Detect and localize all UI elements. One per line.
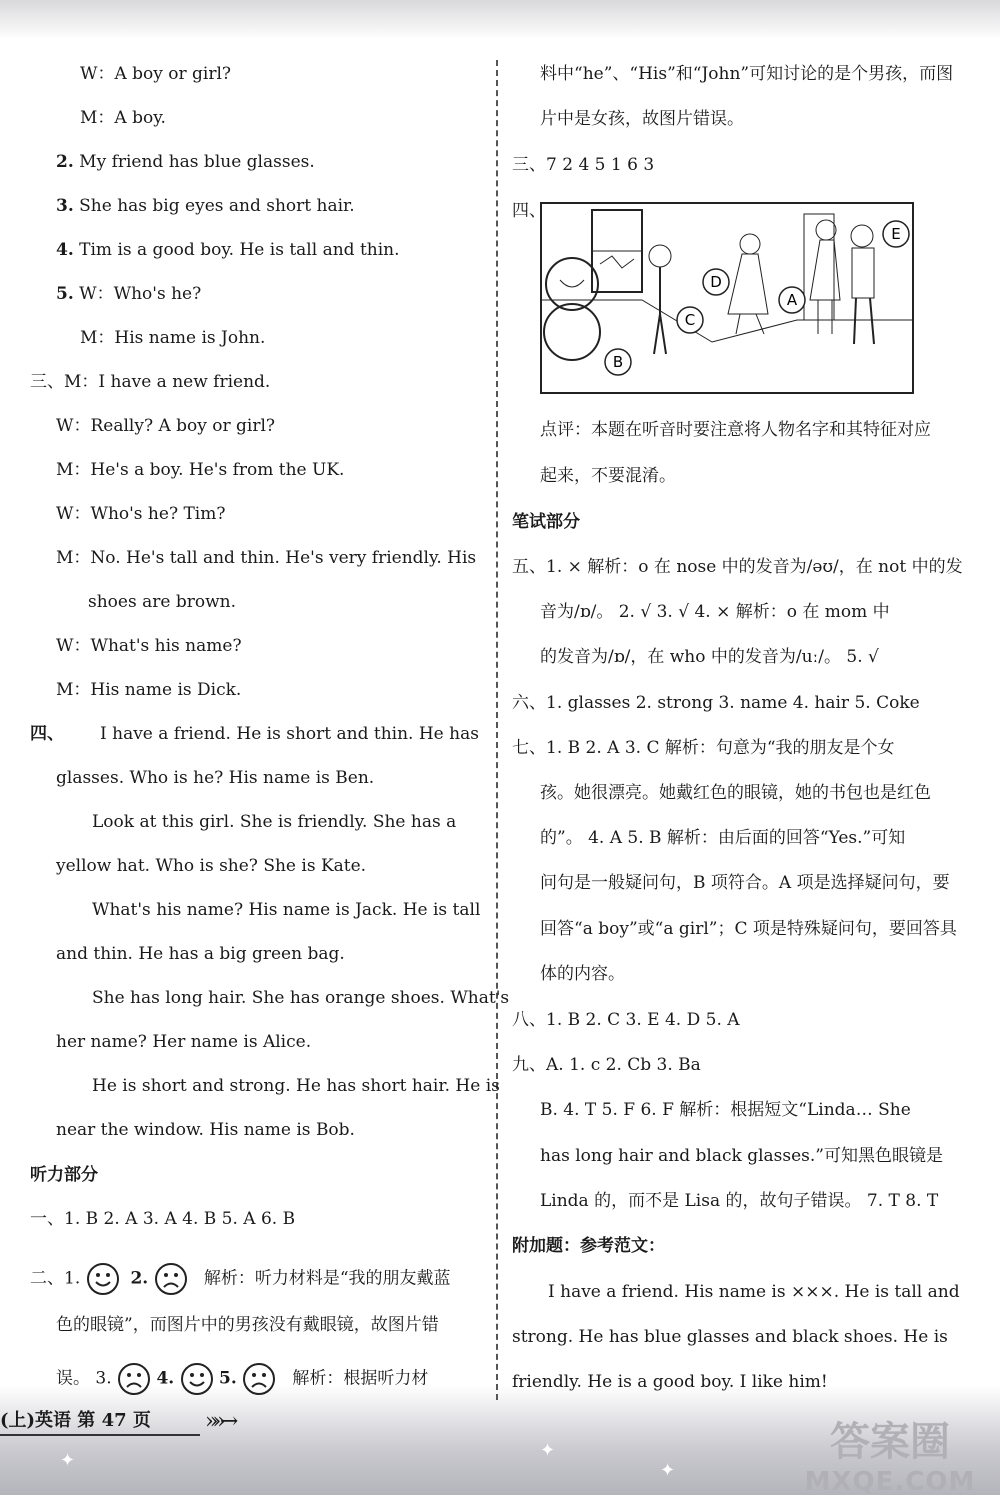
text-line: W：Really? A boy or girl? (56, 416, 276, 436)
item-number: 2. (56, 152, 74, 172)
column-divider (496, 60, 498, 1400)
comment-line: 点评：本题在听音时要注意将人物名字和其特征对应 (540, 420, 931, 440)
text-line: M：A boy. (80, 108, 166, 128)
text-line (56, 283, 201, 305)
text-line (56, 151, 315, 173)
sad-face-icon (117, 1362, 151, 1396)
sparkle-icon: ✦ (660, 1460, 676, 1481)
text-line: B. 4. T 5. F 6. F 解析：根据短文“Linda… She (540, 1100, 911, 1120)
text-line (56, 195, 355, 217)
text-line: 九、A. 1. c 2. Cb 3. Ba (512, 1055, 701, 1075)
text-line: 片中是女孩，故图片错误。 (540, 109, 744, 129)
text-line (56, 1362, 428, 1396)
item-text: My friend has blue glasses. (79, 152, 315, 172)
label-e-text: E (891, 225, 901, 243)
section-heading: 附加题：参考范文： (512, 1236, 665, 1256)
text-line: strong. He has blue glasses and black shoes. He is (512, 1327, 948, 1347)
page-footer: (上)英语 第 47 页 (0, 1410, 151, 1431)
label-a-text: A (786, 291, 798, 309)
text-line: 起来，不要混淆。 (540, 466, 676, 486)
text-line: 音为/ɒ/。 2. √ 3. √ 4. × 解析：o 在 mom 中 (540, 602, 890, 622)
section-label: 二、1. (30, 1268, 81, 1289)
text-line: W：A boy or girl? (80, 64, 232, 84)
smiley-face-icon (180, 1362, 214, 1396)
explanation: 解析：听力材料是“我的朋友戴蓝 (203, 1268, 451, 1289)
text-line: What's his name? His name is Jack. He is tall (92, 900, 481, 920)
label-b (605, 349, 631, 375)
text-line: 三、7 2 4 5 1 6 3 (512, 155, 655, 175)
item-number: 3. (56, 196, 74, 216)
smiley-face-icon (86, 1262, 120, 1296)
section-heading: 听力部分 (30, 1165, 98, 1185)
text-line: and thin. He has a big green bag. (56, 944, 345, 964)
text-line: 的发音为/ɒ/，在 who 中的发音为/uː/。 5. √ (540, 647, 879, 667)
text-line: Linda 的，而不是 Lisa 的，故句子错误。 7. T 8. T (540, 1191, 939, 1211)
text-line: M：No. He's tall and thin. He's very friendly. His (56, 548, 477, 568)
text-line: 七、1. B 2. A 3. C 解析：句意为“我的朋友是个女 (512, 738, 895, 758)
label-a (779, 287, 805, 313)
text-line: 五、1. × 解析：o 在 nose 中的发音为/əʊ/，在 not 中的发 (512, 557, 963, 577)
sad-face-icon (154, 1262, 188, 1296)
explanation: 解析：根据听力材 (292, 1368, 429, 1389)
text-line: W：Who's he? Tim? (56, 504, 226, 524)
label-b-text: B (612, 353, 624, 371)
item-number: 4. (56, 240, 74, 260)
text-line: He is short and strong. He has short hair. He is (92, 1076, 500, 1096)
item-text: I have a friend. He is short and thin. He has (100, 724, 479, 744)
text-line: friendly. He is a good boy. I like him! (512, 1372, 828, 1392)
text-line: 色的眼镜”，而图片中的男孩没有戴眼镜，故图片错 (56, 1315, 439, 1335)
text-line: 回答“a boy”或“a girl”；C 项是特殊疑问句，要回答具 (540, 919, 957, 939)
item-text: W：Who's he? (79, 284, 202, 304)
item-number: 5. (219, 1368, 237, 1389)
text-line: 一、1. B 2. A 3. A 4. B 5. A 6. B (30, 1209, 296, 1229)
text-line: M：His name is John. (80, 328, 266, 348)
text-line (30, 1262, 451, 1296)
label-d-text: D (710, 273, 722, 291)
text-line: M：He's a boy. He's from the UK. (56, 460, 345, 480)
text-line: 八、1. B 2. C 3. E 4. D 5. A (512, 1010, 740, 1030)
sparkle-icon: ✦ (60, 1450, 76, 1471)
text-line: 六、1. glasses 2. strong 3. name 4. hair 5. Coke (512, 693, 920, 713)
text-line: near the window. His name is Bob. (56, 1120, 355, 1140)
top-shade (0, 0, 1000, 40)
text-line: Look at this girl. She is friendly. She has a (92, 812, 457, 832)
sparkle-icon: ✦ (540, 1440, 556, 1461)
text-line: She has long hair. She has orange shoes. What's (92, 988, 510, 1008)
section-heading: 笔试部分 (512, 512, 580, 532)
text-line (56, 239, 400, 261)
text-line: has long hair and black glasses.”可知黑色眼镜是 (540, 1146, 944, 1166)
item-text: 误。 3. (56, 1368, 112, 1389)
label-c-text: C (684, 311, 696, 329)
watermark-line1: 答案圈 (830, 1419, 950, 1465)
text-line: 问句是一般疑问句，B 项符合。A 项是选择疑问句，要 (540, 873, 950, 893)
text-line: yellow hat. Who is she? She is Kate. (56, 856, 367, 876)
footer-rule (0, 1434, 200, 1436)
label-d (703, 269, 729, 295)
item-text: Tim is a good boy. He is tall and thin. (79, 240, 400, 260)
text-line: glasses. Who is he? His name is Ben. (56, 768, 375, 788)
label-e (883, 221, 909, 247)
text-line: 的”。 4. A 5. B 解析：由后面的回答“Yes.”可知 (540, 828, 906, 848)
item-number: 4. (156, 1368, 175, 1389)
sad-face-icon (242, 1362, 276, 1396)
text-line: 料中“he”、“His”和“John”可知讨论的是个男孩，而图 (540, 64, 954, 84)
text-line: 孩。她很漂亮。她戴红色的眼镜，她的书包也是红色 (540, 783, 931, 803)
watermark (790, 1410, 990, 1497)
characters-picture (540, 202, 914, 394)
section-label: 四、 (30, 724, 64, 744)
item-number: 5. (56, 284, 74, 304)
watermark-line2: MXQE.COM (804, 1467, 976, 1497)
text-line: 三、M：I have a new friend. (30, 372, 271, 392)
item-number: 2. (130, 1268, 149, 1289)
label-c (677, 307, 703, 333)
text-line (30, 723, 479, 745)
text-line: W：What's his name? (56, 636, 242, 656)
section-label: 四、 (512, 201, 546, 221)
text-line: shoes are brown. (88, 592, 236, 612)
arrow-decoration-icon: »»→ (205, 1409, 233, 1434)
text-line: her name? Her name is Alice. (56, 1032, 312, 1052)
item-text: She has big eyes and short hair. (79, 196, 355, 216)
text-line: 体的内容。 (540, 964, 625, 984)
text-line: I have a friend. His name is ×××. He is tall and (548, 1282, 960, 1302)
text-line: M：His name is Dick. (56, 680, 242, 700)
